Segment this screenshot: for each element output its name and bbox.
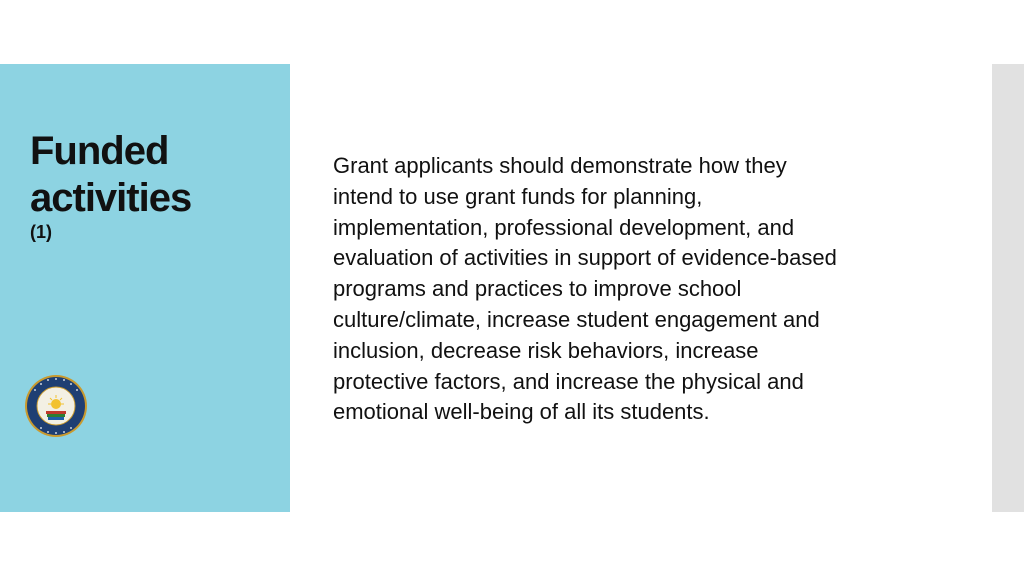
slide-title-line: activities [30,176,192,220]
body-line: programs and practices to improve school [333,276,742,302]
body-line: evaluation of activities in support of evidence-based [333,245,837,271]
body-line: intend to use grant funds for planning, [333,183,703,209]
department-of-education-seal-logo [24,374,88,438]
right-side-bar [992,64,1024,512]
slide-title [30,128,280,222]
slide-subtitle: (1) [30,222,52,242]
body-line: culture/climate, increase student engagement and [333,306,820,332]
body-line: protective factors, and increase the physical and [333,368,804,394]
slide-title-line: Funded [30,129,169,173]
body-line: implementation, professional development, and [333,214,795,240]
body-line: emotional well-being of all its students. [333,399,710,425]
body-line: Grant applicants should demonstrate how they [333,153,787,178]
body-paragraph [333,151,933,428]
body-line: inclusion, decrease risk behaviors, increase [333,337,759,363]
